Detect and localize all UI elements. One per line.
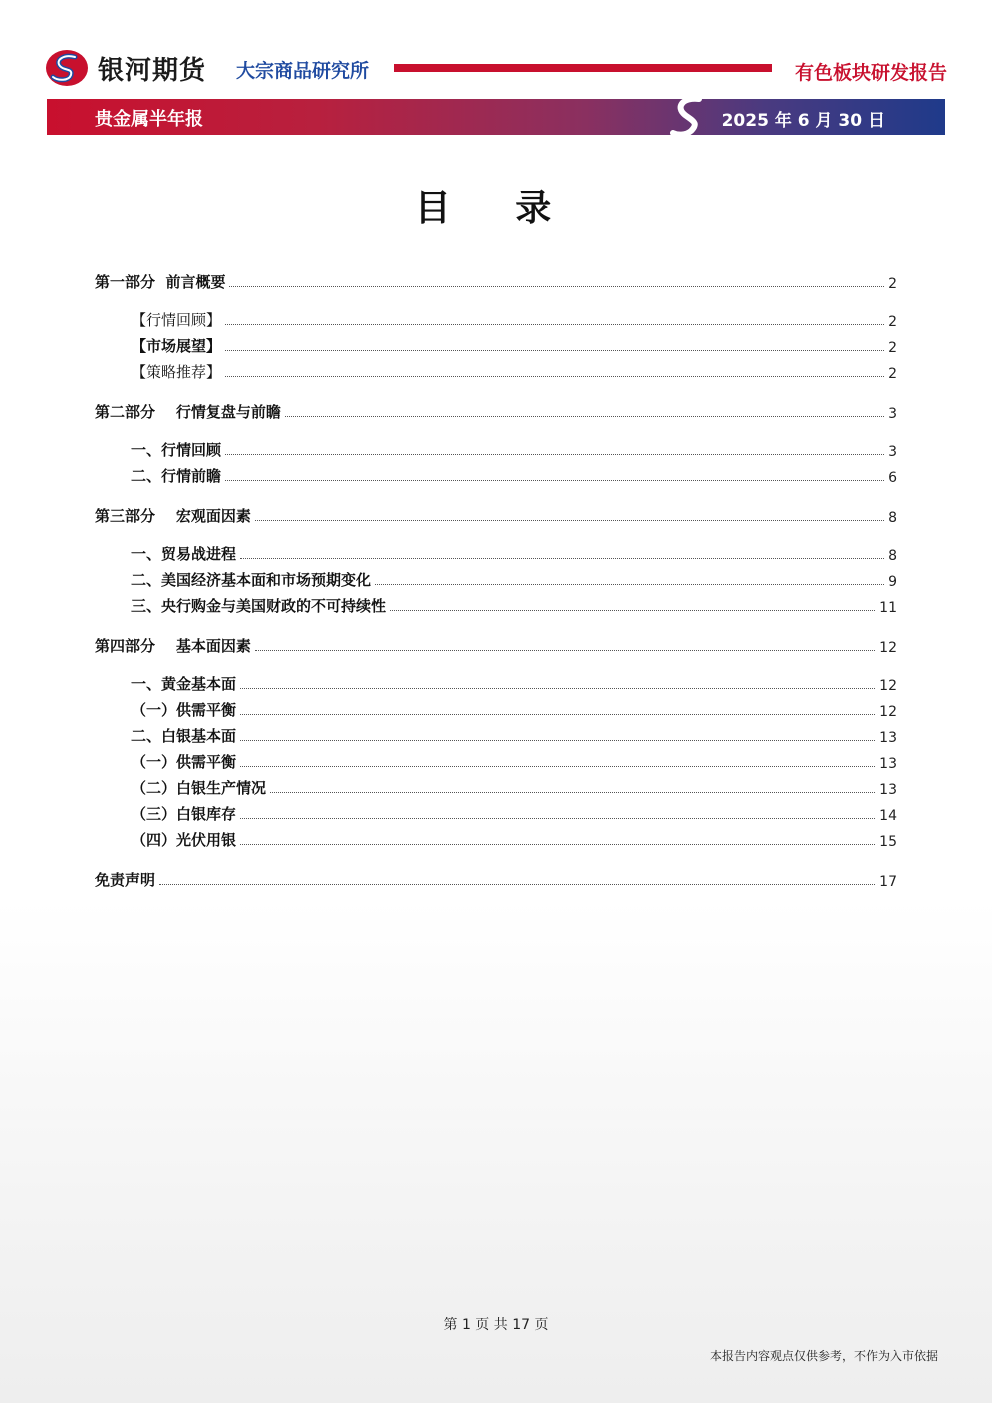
toc-entry-label: 二、白银基本面 <box>131 727 237 745</box>
toc-entry[interactable] <box>131 828 897 850</box>
toc-entry[interactable] <box>95 504 897 526</box>
toc-entry-page: 13 <box>879 756 897 772</box>
title-banner <box>47 99 945 135</box>
toc-entry-page: 2 <box>888 366 897 382</box>
toc-entry[interactable] <box>131 464 897 486</box>
toc-entry-page: 2 <box>888 276 897 292</box>
toc-entry-page: 8 <box>888 510 897 526</box>
toc-leader <box>240 765 875 767</box>
toc-entry-page: 2 <box>888 314 897 330</box>
toc-leader <box>225 375 884 377</box>
galaxy-futures-logo-icon <box>44 48 90 88</box>
toc-entry-page: 3 <box>888 444 897 460</box>
toc-entry-label: 一、行情回顾 <box>131 441 222 459</box>
toc-entry[interactable] <box>131 438 897 460</box>
toc-title: 目 录 <box>414 188 578 229</box>
toc-entry[interactable] <box>131 672 897 694</box>
toc-entry-label: （四）光伏用银 <box>131 831 237 849</box>
toc-leader <box>240 687 875 689</box>
page-number: 第 1 页 共 17 页 <box>443 1317 549 1333</box>
toc-entry-label: 第四部分 基本面因素 <box>95 637 251 655</box>
toc-leader <box>285 415 884 417</box>
toc-entry-label: 【策略推荐】 <box>131 363 222 381</box>
report-date: 2025 年 6 月 30 日 <box>721 111 885 131</box>
toc-entry[interactable] <box>131 724 897 746</box>
toc-entry-label: 二、行情前瞻 <box>131 467 222 485</box>
logo-text: 银河期货 <box>98 56 207 86</box>
toc-leader <box>229 285 884 287</box>
toc-entry-label: 一、黄金基本面 <box>131 675 237 693</box>
toc-leader <box>255 649 875 651</box>
toc-entry[interactable] <box>95 270 897 292</box>
toc-entry[interactable] <box>131 542 897 564</box>
toc-leader <box>240 713 875 715</box>
toc-leader <box>225 349 884 351</box>
toc-leader <box>375 583 884 585</box>
toc-entry[interactable] <box>131 594 897 616</box>
toc-entry[interactable] <box>95 400 897 422</box>
toc-entry-page: 3 <box>888 406 897 422</box>
footer-disclaimer: 本报告内容观点仅供参考，不作为入市依据 <box>709 1349 938 1363</box>
toc-entry-page: 13 <box>879 730 897 746</box>
toc-entry[interactable] <box>95 868 897 890</box>
toc-entry[interactable] <box>95 634 897 656</box>
swoosh-icon <box>669 95 709 139</box>
toc-entry[interactable] <box>131 334 897 356</box>
toc-entry-label: 二、美国经济基本面和市场预期变化 <box>131 571 372 589</box>
toc-entry-label: 第三部分 宏观面因素 <box>95 507 251 525</box>
toc-leader <box>240 739 875 741</box>
toc-entry-label: 【行情回顾】 <box>131 311 222 329</box>
toc-leader <box>225 323 884 325</box>
toc-entry-page: 12 <box>879 640 897 656</box>
toc-entry[interactable] <box>131 308 897 330</box>
toc-entry-label: 三、央行购金与美国财政的不可持续性 <box>131 597 387 615</box>
toc-entry-page: 11 <box>879 600 897 616</box>
toc-entry-label: （二）白银生产情况 <box>131 779 267 797</box>
toc-entry-page: 6 <box>888 470 897 486</box>
header-divider <box>394 64 772 72</box>
toc-leader <box>390 609 875 611</box>
toc-entry[interactable] <box>131 750 897 772</box>
toc-entry[interactable] <box>131 568 897 590</box>
toc-entry-page: 8 <box>888 548 897 564</box>
toc-leader <box>225 453 884 455</box>
toc-leader <box>270 791 875 793</box>
toc-entry-page: 14 <box>879 808 897 824</box>
toc-entry[interactable] <box>131 360 897 382</box>
report-type: 有色板块研发报告 <box>794 62 947 84</box>
toc-entry-page: 17 <box>879 874 897 890</box>
banner-title: 贵金属半年报 <box>95 109 203 130</box>
toc-entry[interactable] <box>131 698 897 720</box>
toc-entry-label: 一、贸易战进程 <box>131 545 237 563</box>
toc-entry-label: （一）供需平衡 <box>131 701 237 719</box>
toc-entry-label: 免责声明 <box>95 871 156 889</box>
toc-entry-page: 2 <box>888 340 897 356</box>
toc-leader <box>225 479 884 481</box>
toc-leader <box>255 519 884 521</box>
toc-entry-label: 第二部分 行情复盘与前瞻 <box>95 403 281 421</box>
toc-entry-page: 9 <box>888 574 897 590</box>
toc-entry-page: 12 <box>879 678 897 694</box>
toc-entry-label: （三）白银库存 <box>131 805 237 823</box>
toc-leader <box>240 817 875 819</box>
toc-entry[interactable] <box>131 776 897 798</box>
toc-entry-label: （一）供需平衡 <box>131 753 237 771</box>
institute-name: 大宗商品研究所 <box>236 60 370 82</box>
toc-entry[interactable] <box>131 802 897 824</box>
toc-entry-label: 第一部分 前言概要 <box>95 273 226 291</box>
toc-leader <box>240 557 884 559</box>
toc-entry-label: 【市场展望】 <box>131 337 222 355</box>
toc-leader <box>240 843 875 845</box>
toc-entry-page: 12 <box>879 704 897 720</box>
toc-entry-page: 15 <box>879 834 897 850</box>
toc-leader <box>159 883 875 885</box>
toc-entry-page: 13 <box>879 782 897 798</box>
